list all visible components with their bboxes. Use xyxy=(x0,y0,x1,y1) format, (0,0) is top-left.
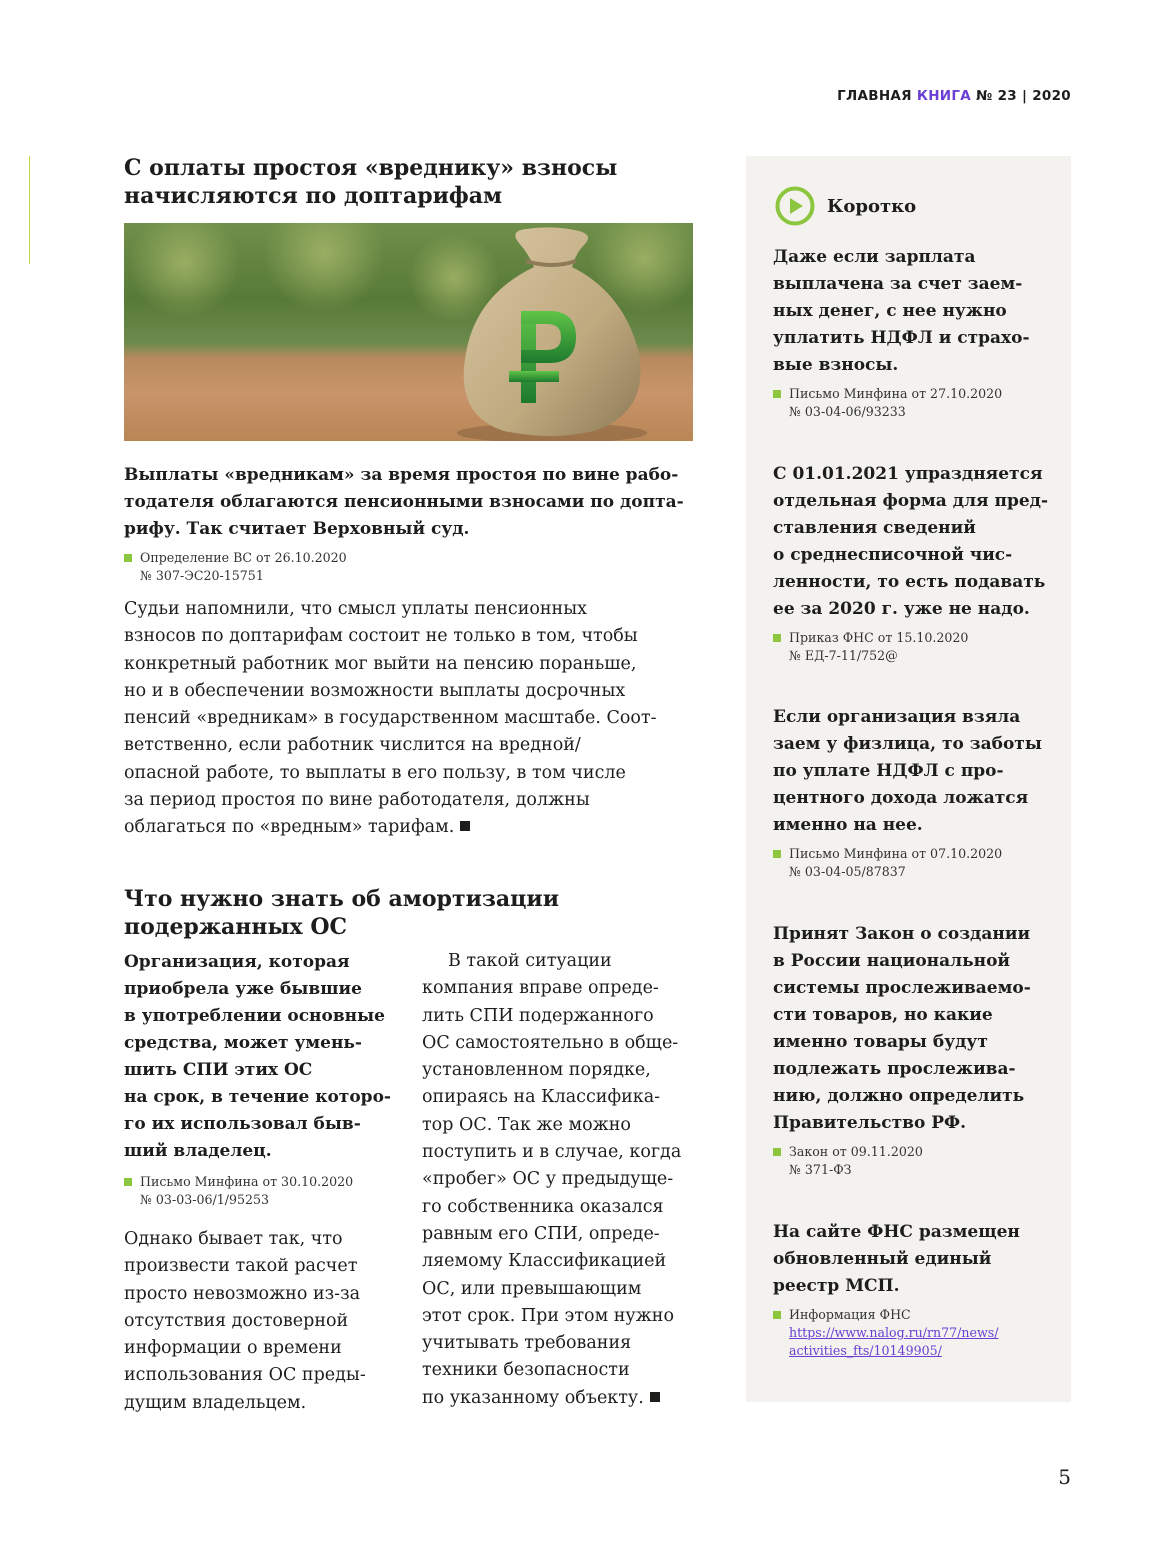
sidebar-line: вые взносы. xyxy=(773,355,899,375)
sidebar-line: центного дохода ложатся xyxy=(773,788,1029,808)
sidebar-title xyxy=(775,186,916,226)
article1-title-line: С оплаты простоя «вреднику» взносы xyxy=(124,155,618,181)
source-link[interactable]: activities_fts/10149905/ xyxy=(789,1343,942,1358)
sidebar-item-3 xyxy=(773,704,1059,881)
body-line: В такой ситуации xyxy=(448,951,612,971)
sidebar-line: реестр МСП. xyxy=(773,1276,900,1296)
sidebar-line: Принят Закон о создании xyxy=(773,924,1031,944)
sidebar-line: отдельная форма для пред- xyxy=(773,491,1049,511)
sidebar-item-1 xyxy=(773,244,1059,421)
body-line: конкретный работник мог выйти на пенсию пораньше, xyxy=(124,653,637,674)
source-line: Закон от 09.11.2020 xyxy=(789,1144,923,1159)
sidebar-line: заем у физлица, то заботы xyxy=(773,734,1042,754)
body-line: использования ОС преды- xyxy=(124,1365,366,1386)
article2-right-column xyxy=(422,948,707,1412)
body-line: произвести такой расчет xyxy=(124,1256,358,1277)
source-marker-icon xyxy=(773,1311,781,1319)
article1-title xyxy=(124,154,617,210)
source-line: № 307-ЭС20-15751 xyxy=(140,568,264,583)
margin-rule xyxy=(29,156,30,264)
body-line: лить СПИ подержанного xyxy=(422,1005,654,1026)
body-line: Однако бывает так, что xyxy=(124,1229,343,1249)
source-line: № 03-04-05/87837 xyxy=(789,864,906,879)
body-line: информации о времени xyxy=(124,1338,342,1359)
body-line: учитывать требования xyxy=(422,1333,632,1354)
article1-source xyxy=(124,549,699,585)
money-bag-illustration xyxy=(124,223,693,441)
sidebar-line: ленности, то есть подавать xyxy=(773,572,1046,592)
lead-line: в употреблении основные xyxy=(124,1006,385,1026)
source-marker-icon xyxy=(773,850,781,858)
source-line: № 03-03-06/1/95253 xyxy=(140,1192,270,1207)
article2-body-right xyxy=(422,948,707,1412)
lead-line: Выплаты «вредникам» за время простоя по вине рабо- xyxy=(124,465,679,485)
lead-line: ший владелец. xyxy=(124,1141,272,1161)
source-line: № 03-04-06/93233 xyxy=(789,404,906,419)
body-line: просто невозможно из-за xyxy=(124,1283,361,1304)
body-line: этот срок. При этом нужно xyxy=(422,1305,675,1326)
sidebar-line: уплатить НДФЛ и страхо- xyxy=(773,328,1030,348)
article1-title-line: начисляются по доптарифам xyxy=(124,183,503,209)
lead-line: шить СПИ этих ОС xyxy=(124,1060,313,1080)
article2-left-column xyxy=(124,949,404,1417)
body-line: взносов по доптарифам состоит не только в том, чтобы xyxy=(124,626,638,647)
sidebar-item-5 xyxy=(773,1219,1059,1360)
sidebar-item-2 xyxy=(773,461,1059,665)
lead-line: тодателя облагаются пенсионными взносами по допта- xyxy=(124,492,684,512)
sidebar-source xyxy=(773,845,1059,881)
body-line: ОС, или превышающим xyxy=(422,1278,642,1299)
body-line: но и в обеспечении возможности выплаты досрочных xyxy=(124,680,626,701)
running-header xyxy=(837,88,1071,104)
sidebar-line: С 01.01.2021 упраздняется xyxy=(773,464,1043,484)
body-line: облагаться по «вредным» тарифам. xyxy=(124,817,455,838)
sidebar-line: по уплате НДФЛ с про- xyxy=(773,761,1004,781)
body-line: го собственника оказался xyxy=(422,1196,664,1217)
end-mark-icon xyxy=(460,821,470,831)
body-line: техники безопасности xyxy=(422,1360,630,1381)
lead-line: Организация, которая xyxy=(124,952,350,972)
sidebar-source xyxy=(773,385,1059,421)
article2-title-line: подержанных ОС xyxy=(124,914,347,940)
sidebar-source xyxy=(773,1143,1059,1179)
body-line: компания вправе опреде- xyxy=(422,978,659,999)
sidebar-line: сти товаров, но какие xyxy=(773,1005,993,1025)
sidebar-line: ставления сведений xyxy=(773,518,976,538)
end-mark-icon xyxy=(650,1392,660,1402)
source-marker-icon xyxy=(773,1148,781,1156)
source-link[interactable]: https://www.nalog.ru/rn77/news/ xyxy=(789,1325,999,1340)
header-title: ГЛАВНАЯ xyxy=(837,88,912,104)
header-issue: № 23 | 2020 xyxy=(976,88,1071,104)
play-circle-icon xyxy=(775,186,815,226)
sidebar-line: ных денег, с нее нужно xyxy=(773,301,1007,321)
source-line: № 371-ФЗ xyxy=(789,1162,852,1177)
article2-lead xyxy=(124,949,404,1165)
source-marker-icon xyxy=(124,554,132,562)
source-line: Письмо Минфина от 27.10.2020 xyxy=(789,386,1003,401)
source-line: Письмо Минфина от 30.10.2020 xyxy=(140,1174,354,1189)
article2-body-left xyxy=(124,1226,404,1417)
sidebar-line: Правительство РФ. xyxy=(773,1113,967,1133)
sidebar-line: подлежать прослежива- xyxy=(773,1059,1016,1079)
source-marker-icon xyxy=(773,390,781,398)
sidebar-line: выплачена за счет заем- xyxy=(773,274,1023,294)
body-line: поступить и в случае, когда xyxy=(422,1142,682,1163)
sidebar-line: На сайте ФНС размещен xyxy=(773,1222,1020,1242)
source-marker-icon xyxy=(124,1178,132,1186)
sidebar-line: о среднесписочной чис- xyxy=(773,545,1013,565)
article2-title-line: Что нужно знать об амортизации xyxy=(124,886,560,912)
lead-line: го их использовал быв- xyxy=(124,1114,361,1134)
sidebar-line: системы прослеживаемо- xyxy=(773,978,1031,998)
article1-lead-block xyxy=(124,462,699,585)
sidebar-title-text: Коротко xyxy=(827,195,917,217)
body-line: ляемому Классификацией xyxy=(422,1251,667,1272)
body-line: опираясь на Классифика- xyxy=(422,1087,661,1108)
sidebar-line: в России национальной xyxy=(773,951,1011,971)
header-title-accent: КНИГА xyxy=(916,88,972,104)
sidebar-line: ее за 2020 г. уже не надо. xyxy=(773,599,1030,619)
body-line: пенсий «вредникам» в государственном масштабе. Соот- xyxy=(124,708,657,729)
body-line: за период простоя по вине работодателя, должны xyxy=(124,790,590,811)
source-line: Письмо Минфина от 07.10.2020 xyxy=(789,846,1003,861)
source-line: Приказ ФНС от 15.10.2020 xyxy=(789,630,969,645)
body-line: установленном порядке, xyxy=(422,1060,651,1081)
body-line: отсутствия достоверной xyxy=(124,1310,349,1331)
source-line: Определение ВС от 26.10.2020 xyxy=(140,550,347,565)
body-line: по указанному объекту. xyxy=(422,1387,644,1408)
body-line: ОС самостоятельно в обще- xyxy=(422,1032,679,1053)
sidebar-line: нию, должно определить xyxy=(773,1086,1025,1106)
body-line: дущим владельцем. xyxy=(124,1392,307,1413)
lead-line: приобрела уже бывшие xyxy=(124,979,362,999)
lead-line: рифу. Так считает Верховный суд. xyxy=(124,519,470,539)
article1-lead xyxy=(124,462,699,543)
lead-line: средства, может умень- xyxy=(124,1033,362,1053)
page-number: 5 xyxy=(1058,1465,1071,1489)
sidebar-line: Даже если зарплата xyxy=(773,247,976,267)
body-line: «пробег» ОС у предыдуще- xyxy=(422,1169,674,1190)
sidebar-source xyxy=(773,1306,1059,1360)
sidebar-line: именно на нее. xyxy=(773,815,923,835)
body-line: равным его СПИ, опреде- xyxy=(422,1223,660,1244)
body-line: Судьи напомнили, что смысл уплаты пенсионных xyxy=(124,599,588,619)
body-line: ветственно, если работник числится на вредной/ xyxy=(124,735,581,756)
sidebar-line: обновленный единый xyxy=(773,1249,992,1269)
body-line: опасной работе, то выплаты в его пользу, в том числе xyxy=(124,762,626,783)
source-line: Информация ФНС xyxy=(789,1307,911,1322)
sidebar-line: Если организация взяла xyxy=(773,707,1021,727)
article2-title xyxy=(124,885,559,941)
body-line: тор ОС. Так же можно xyxy=(422,1114,631,1135)
sidebar-source xyxy=(773,629,1059,665)
article1-body xyxy=(124,596,704,842)
money-bag-photo xyxy=(124,223,693,441)
article2-source xyxy=(124,1173,404,1209)
sidebar-line: именно товары будут xyxy=(773,1032,988,1052)
lead-line: на срок, в течение которо- xyxy=(124,1087,391,1107)
source-marker-icon xyxy=(773,634,781,642)
sidebar-item-4 xyxy=(773,921,1059,1179)
source-line: № ЕД-7-11/752@ xyxy=(789,648,898,663)
